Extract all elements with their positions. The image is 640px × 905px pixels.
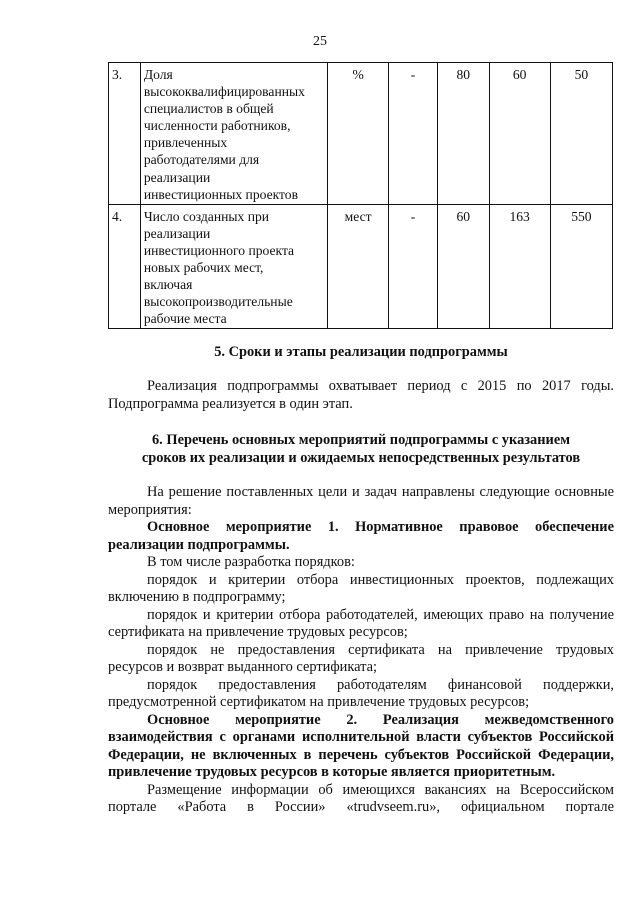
name-line: высокопроизводительные <box>143 294 293 310</box>
value-2017-cell: 550 <box>550 204 612 329</box>
intro-paragraph: На решение поставленных цели и задач направлены следующие основные мероприятия: <box>108 484 614 518</box>
name-line: Доля <box>143 67 173 82</box>
name-line: реализации <box>143 169 211 185</box>
value-2017-cell: 50 <box>550 63 612 205</box>
indicator-name <box>140 204 327 329</box>
list-item: порядок предоставления работодателям финансовой поддержки, предусмотренной сертификатом на привлечение трудовых ресурсов; <box>108 676 614 710</box>
value-2016-cell: 60 <box>489 63 550 205</box>
name-line: инвестиционного проекта <box>143 242 295 258</box>
name-line: инвестиционных проектов <box>143 186 299 202</box>
section-6-heading-line-1: 6. Перечень основных мероприятий подпрограммы с указанием <box>151 432 571 448</box>
value-2015-cell: 60 <box>438 204 489 329</box>
page-number: 25 <box>313 34 327 49</box>
name-line: новых рабочих мест, <box>143 260 264 276</box>
name-line: реализации <box>143 225 211 241</box>
section-6-body <box>108 484 614 817</box>
indicators-table <box>108 62 613 329</box>
section-6-heading-line-2: сроков их реализации и ожидаемых непосредственных результатов <box>141 449 581 466</box>
value-2016-cell: 163 <box>489 204 550 329</box>
last-paragraph: Размещение информации об имеющихся вакансиях на Всероссийском портале «Работа в России» «trudvseem.ru», официальном портале <box>108 781 614 815</box>
name-line: привлеченных <box>143 135 228 151</box>
list-item: порядок и критерии отбора работодателей, имеющих право на получение сертификата на привлечение трудовых ресурсов; <box>108 606 614 640</box>
row-number: 4. <box>109 204 141 329</box>
name-line: высококвалифицированных <box>143 84 305 100</box>
row-number: 3. <box>109 63 141 205</box>
sub-intro-paragraph: В том числе разработка порядков: <box>147 554 355 570</box>
table-row <box>109 63 613 205</box>
value-2015-cell: 80 <box>438 63 489 205</box>
name-line: включая <box>143 277 193 293</box>
section-5 <box>108 344 614 362</box>
list-item: порядок не предоставления сертификата на привлечение трудовых ресурсов и возврат выданного сертификата; <box>108 641 614 675</box>
list-item: порядок и критерии отбора инвестиционных проектов, подлежащих включению в подпрограмму; <box>108 571 614 605</box>
section-5-heading: 5. Сроки и этапы реализации подпрограммы <box>214 344 508 360</box>
indicator-name <box>140 63 327 205</box>
name-line: специалистов в общей <box>143 101 274 117</box>
unit-cell: мест <box>328 204 389 329</box>
base-value-cell: - <box>389 63 438 205</box>
section-5-body <box>108 378 614 413</box>
base-value-cell: - <box>389 204 438 329</box>
measure-2-paragraph: Основное мероприятие 2. Реализация межведомственного взаимодействия с органами исполнительной власти субъектов Российской Федерации, не включенных в перечень субъектов Российской Федерации, привлечение трудовых ресурсов в которые является приоритетным. <box>108 711 614 780</box>
name-line: рабочие места <box>143 311 227 327</box>
section-5-text: Реализация подпрограммы охватывает период с 2015 по 2017 годы. Подпрограмма реализуется в один этап. <box>108 378 614 412</box>
measure-1-paragraph: Основное мероприятие 1. Нормативное правовое обеспечение реализации подпрограммы. <box>108 519 614 553</box>
name-line: работодателями для <box>143 152 260 168</box>
table-row <box>109 204 613 329</box>
section-6-heading <box>108 432 614 467</box>
name-line: Число созданных при <box>143 208 270 224</box>
unit-cell: % <box>328 63 389 205</box>
name-line: численности работников, <box>143 118 291 134</box>
